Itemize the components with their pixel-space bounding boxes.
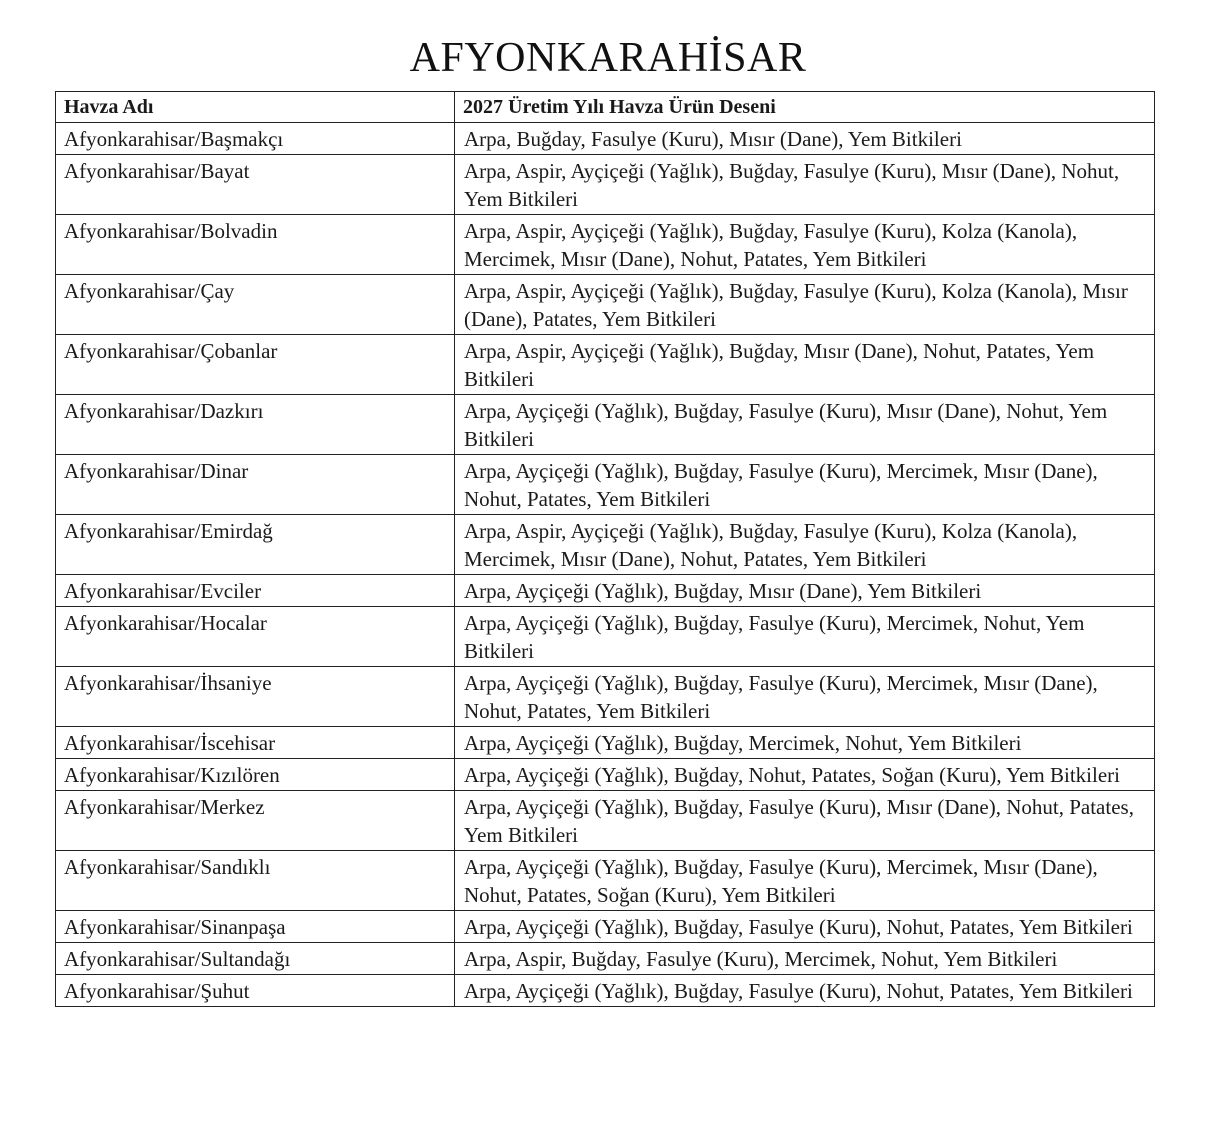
product-pattern-cell: Arpa, Aspir, Ayçiçeği (Yağlık), Buğday, Fasulye (Kuru), Kolza (Kanola), Mercimek, Mısır (Dane), Nohut, Patates, Yem Bitkileri: [455, 215, 1155, 275]
havza-name-cell: Afyonkarahisar/Hocalar: [56, 607, 455, 667]
table-row: [56, 455, 1155, 515]
table-row: [56, 911, 1155, 943]
product-pattern-cell: Arpa, Buğday, Fasulye (Kuru), Mısır (Dane), Yem Bitkileri: [455, 123, 1155, 155]
table-row: [56, 155, 1155, 215]
table-row: [56, 275, 1155, 335]
column-header-havza-adi: Havza Adı: [56, 92, 455, 123]
havza-name-cell: Afyonkarahisar/Sinanpaşa: [56, 911, 455, 943]
product-pattern-cell: Arpa, Aspir, Ayçiçeği (Yağlık), Buğday, Mısır (Dane), Nohut, Patates, Yem Bitkileri: [455, 335, 1155, 395]
table-row: [56, 123, 1155, 155]
table-row: [56, 607, 1155, 667]
product-pattern-cell: Arpa, Ayçiçeği (Yağlık), Buğday, Mısır (Dane), Yem Bitkileri: [455, 575, 1155, 607]
havza-name-cell: Afyonkarahisar/Başmakçı: [56, 123, 455, 155]
havza-name-cell: Afyonkarahisar/Sandıklı: [56, 851, 455, 911]
havza-name-cell: Afyonkarahisar/Sultandağı: [56, 943, 455, 975]
product-pattern-cell: Arpa, Ayçiçeği (Yağlık), Buğday, Mercimek, Nohut, Yem Bitkileri: [455, 727, 1155, 759]
havza-name-cell: Afyonkarahisar/Bolvadin: [56, 215, 455, 275]
table-row: [56, 791, 1155, 851]
table-row: [56, 575, 1155, 607]
havza-name-cell: Afyonkarahisar/Şuhut: [56, 975, 455, 1007]
havza-name-cell: Afyonkarahisar/Dinar: [56, 455, 455, 515]
table-row: [56, 943, 1155, 975]
product-pattern-cell: Arpa, Aspir, Ayçiçeği (Yağlık), Buğday, Fasulye (Kuru), Mısır (Dane), Nohut, Yem Bitkileri: [455, 155, 1155, 215]
header-row: [56, 92, 1155, 123]
product-pattern-cell: Arpa, Ayçiçeği (Yağlık), Buğday, Fasulye (Kuru), Mercimek, Nohut, Yem Bitkileri: [455, 607, 1155, 667]
havza-name-cell: Afyonkarahisar/Çay: [56, 275, 455, 335]
havza-name-cell: Afyonkarahisar/Evciler: [56, 575, 455, 607]
table-row: [56, 727, 1155, 759]
product-pattern-cell: Arpa, Ayçiçeği (Yağlık), Buğday, Fasulye (Kuru), Mercimek, Mısır (Dane), Nohut, Patates, Yem Bitkileri: [455, 667, 1155, 727]
table-row: [56, 759, 1155, 791]
table-row: [56, 215, 1155, 275]
havza-name-cell: Afyonkarahisar/Merkez: [56, 791, 455, 851]
product-pattern-cell: Arpa, Ayçiçeği (Yağlık), Buğday, Fasulye (Kuru), Mısır (Dane), Nohut, Yem Bitkileri: [455, 395, 1155, 455]
product-pattern-cell: Arpa, Ayçiçeği (Yağlık), Buğday, Fasulye (Kuru), Mercimek, Mısır (Dane), Nohut, Patates, Soğan (Kuru), Yem Bitkileri: [455, 851, 1155, 911]
table-row: [56, 667, 1155, 727]
product-pattern-cell: Arpa, Ayçiçeği (Yağlık), Buğday, Fasulye (Kuru), Mısır (Dane), Nohut, Patates, Yem Bitkileri: [455, 791, 1155, 851]
table-row: [56, 335, 1155, 395]
product-pattern-cell: Arpa, Ayçiçeği (Yağlık), Buğday, Fasulye (Kuru), Nohut, Patates, Yem Bitkileri: [455, 911, 1155, 943]
table-body: [56, 123, 1155, 1007]
havza-name-cell: Afyonkarahisar/Çobanlar: [56, 335, 455, 395]
product-pattern-cell: Arpa, Ayçiçeği (Yağlık), Buğday, Fasulye (Kuru), Mercimek, Mısır (Dane), Nohut, Patates, Yem Bitkileri: [455, 455, 1155, 515]
product-pattern-cell: Arpa, Ayçiçeği (Yağlık), Buğday, Fasulye (Kuru), Nohut, Patates, Yem Bitkileri: [455, 975, 1155, 1007]
product-pattern-cell: Arpa, Aspir, Ayçiçeği (Yağlık), Buğday, Fasulye (Kuru), Kolza (Kanola), Mercimek, Mısır (Dane), Nohut, Patates, Yem Bitkileri: [455, 515, 1155, 575]
page-title: AFYONKARAHİSAR: [409, 35, 807, 81]
havza-name-cell: Afyonkarahisar/İscehisar: [56, 727, 455, 759]
havza-name-cell: Afyonkarahisar/Bayat: [56, 155, 455, 215]
havza-name-cell: Afyonkarahisar/İhsaniye: [56, 667, 455, 727]
havza-name-cell: Afyonkarahisar/Kızılören: [56, 759, 455, 791]
table-row: [56, 515, 1155, 575]
product-pattern-cell: Arpa, Ayçiçeği (Yağlık), Buğday, Nohut, Patates, Soğan (Kuru), Yem Bitkileri: [455, 759, 1155, 791]
table-header: [56, 92, 1155, 123]
table-row: [56, 975, 1155, 1007]
product-pattern-cell: Arpa, Aspir, Ayçiçeği (Yağlık), Buğday, Fasulye (Kuru), Kolza (Kanola), Mısır (Dane), Patates, Yem Bitkileri: [455, 275, 1155, 335]
column-header-urun-deseni: 2027 Üretim Yılı Havza Ürün Deseni: [455, 92, 1155, 123]
havza-table: [55, 91, 1155, 1007]
table-row: [56, 851, 1155, 911]
product-pattern-cell: Arpa, Aspir, Buğday, Fasulye (Kuru), Mercimek, Nohut, Yem Bitkileri: [455, 943, 1155, 975]
table-row: [56, 395, 1155, 455]
havza-name-cell: Afyonkarahisar/Dazkırı: [56, 395, 455, 455]
havza-name-cell: Afyonkarahisar/Emirdağ: [56, 515, 455, 575]
